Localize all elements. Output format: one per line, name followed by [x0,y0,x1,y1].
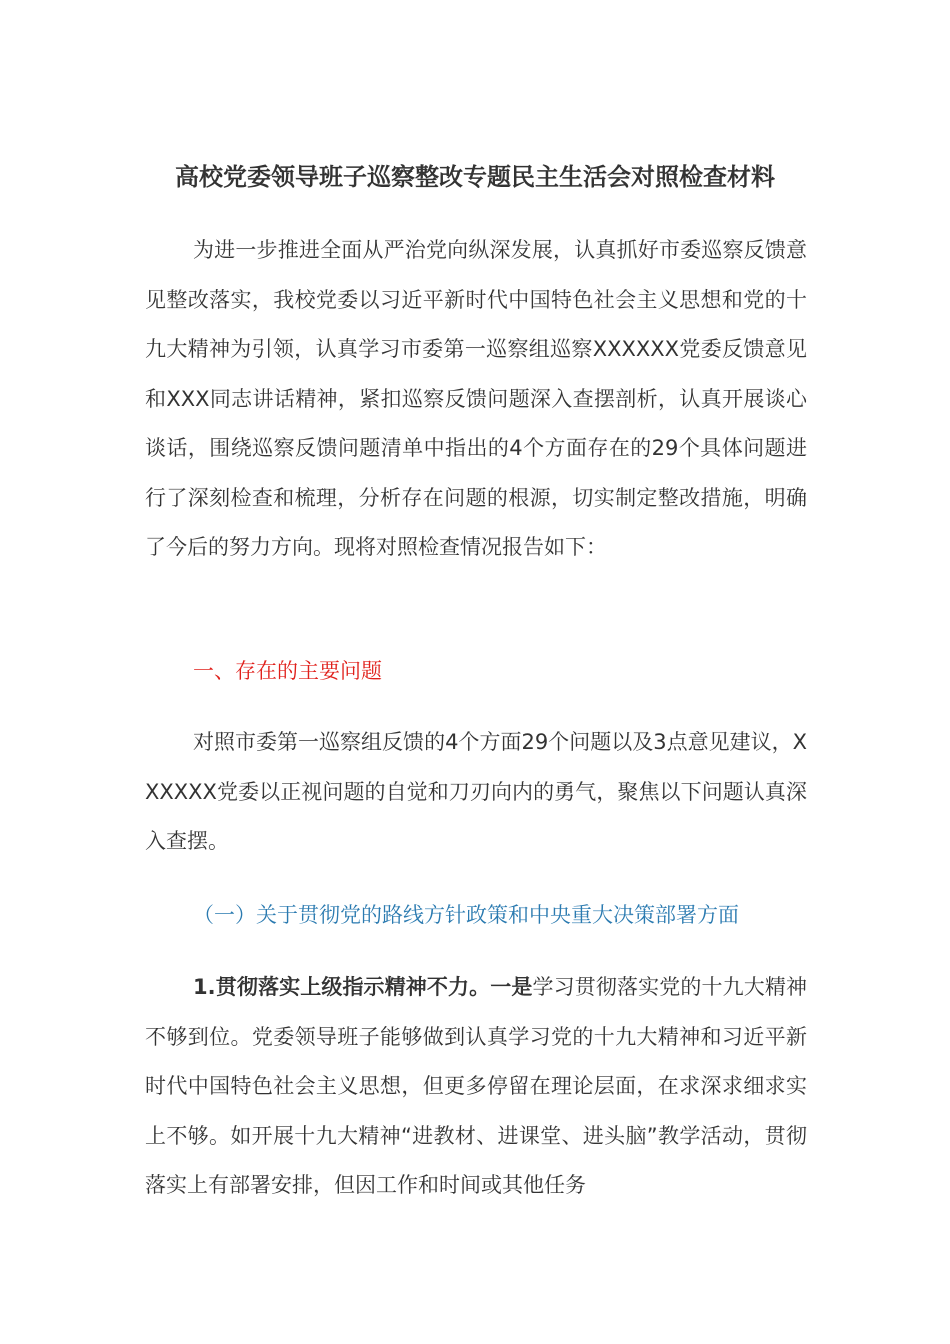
item-paragraph [145,963,807,1211]
section-paragraph: 对照市委第一巡察组反馈的4个方面29个问题以及3点意见建议，XXXXXX党委以正视问题的自觉和刀刃向内的勇气，聚焦以下问题认真深入查摆。 [145,730,807,853]
document-title: 高校党委领导班子巡察整改专题民主生活会对照检查材料 [175,163,775,191]
item-marker: 一是 [490,975,533,999]
section-heading: 一、存在的主要问题 [193,659,382,683]
item-lead: 1.贯彻落实上级指示精神不力。 [193,975,491,999]
subsection-heading: （一）关于贯彻党的路线方针政策和中央重大决策部署方面 [193,903,739,927]
intro-paragraph: 为进一步推进全面从严治党向纵深发展，认真抓好市委巡察反馈意见整改落实，我校党委以习近平新时代中国特色社会主义思想和党的十九大精神为引领，认真学习市委第一巡察组巡察XXXXXX党委反馈意见和XXX同志讲话精神，紧扣巡察反馈问题深入查摆剖析，认真开展谈心谈话，围绕巡察反馈问题清单中指出的4个方面存在的29个具体问题进行了深刻检查和梳理，分析存在问题的根源，切实制定整改措施，明确了今后的努力方向。现将对照检查情况报告如下： [145,238,807,559]
item-text: 学习贯彻落实党的十九大精神不够到位。党委领导班子能够做到认真学习党的十九大精神和习近平新时代中国特色社会主义思想，但更多停留在理论层面，在求深求细求实上不够。如开展十九大精神“进教材、进课堂、进头脑”教学活动，贯彻落实上有部署安排，但因工作和时间或其他任务 [145,975,808,1197]
